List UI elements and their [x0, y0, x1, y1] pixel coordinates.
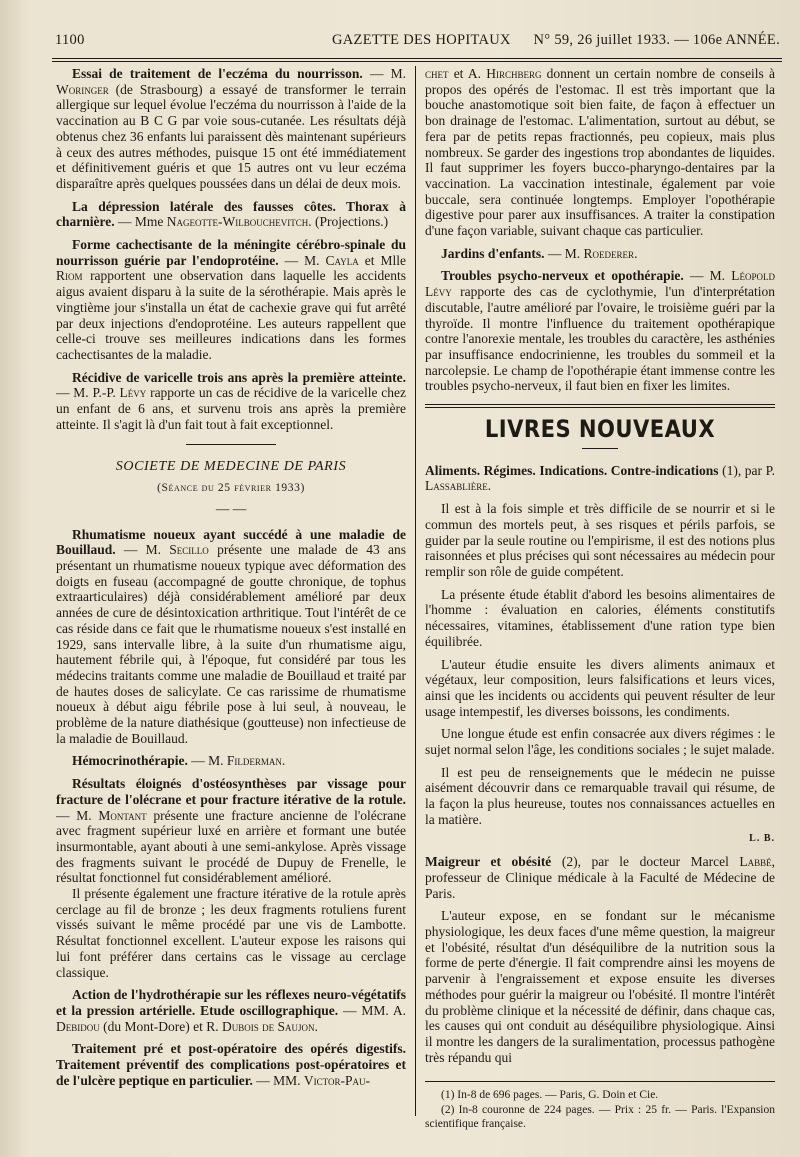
footnote-2: (2) In-8 couronne de 224 pages. — Prix : 25 fr. — Paris. l'Expansion scientifique française.: [425, 1104, 775, 1131]
page-header: [50, 30, 780, 56]
header-rule-bottom: [52, 61, 782, 62]
book-aliments-p4: Une longue étude est enfin consacrée aux divers régimes : le sujet normal selon l'âge, les conditions sociales ; le sujet malade.: [425, 726, 775, 758]
article-hydrotherapie: Action de l'hydrothérapie sur les réflexes neuro-végétatifs et la pression artérielle. Etude oscillographique. — MM. A. Debidou (du Mont-Dore) et R. Dubois de Saujon.: [56, 987, 406, 1034]
article-troubles-psycho: Troubles psycho-nerveux et opothérapie. — M. Léopold Lévy rapporte des cas de cyclothymie, l'un d'interprétation discutable, l'autre amélioré par l'ovaire, le troisième guéri par la thyroïde. Il montre l'influence du traitement opothérapique contre l'anorexie mentale, les troubles du caractère, les asthénies par insuffisance endocrinienne, les troubles du sommeil et la narcolepsie. Le champ de l'opothérapie étant immense contre les troubles psycho-nerveux, il faut bien en fixer les limites.: [425, 268, 775, 394]
journal-title: GAZETTE DES HOPITAUX: [332, 32, 511, 48]
article-jardins: Jardins d'enfants. — M. Roederer.: [441, 245, 638, 261]
left-column: [56, 66, 406, 1095]
footnotes: [425, 1081, 775, 1131]
article-thorax: La dépression latérale des fausses côtes. Thorax à charnière. — Mme Nageotte-Wilbouchevitch. (Projections.): [56, 198, 406, 230]
livres-nouveaux-title: LIVRES NOUVEAUX: [484, 415, 716, 444]
book-maigreur-heading: Maigreur et obésité (2), par le docteur Marcel Labbé, professeur de Clinique médicale à la Faculté de Médecine de Paris.: [425, 854, 775, 901]
article-operes-digestifs: Traitement pré et post-opératoire des opérés digestifs. Traitement préventif des complications post-opératoires et de l'ulcère peptique en particulier. — MM. Victor-Pau-: [56, 1041, 406, 1088]
book-aliments-p3: L'auteur étudie ensuite les divers aliments animaux et végétaux, leur composition, leurs falsifications et leurs vices, ainsi que les incidents ou accidents qui peuvent résulter de leur usage intempestif, les diverses boissons, les condiments.: [425, 656, 775, 719]
article-meningite: Forme cachectisante de la méningite cérébro-spinale du nourrisson guérie par l'endoprotéine. — M. Cayla et Mlle Riom rapportent une observation dans laquelle les accidents aigus avaient disparu à la suite de la sérothérapie. Mais après le vingtième jour s'installa un état de cachexie grave qui fut arrêté par deux injections d'endoprotéine. Les auteurs rappellent que celle-ci trouve ses meilleures indications dans les formes cachectisantes de la maladie.: [56, 237, 406, 362]
society-session: (Séance du 25 février 1933): [157, 482, 305, 495]
livres-rule: [425, 404, 775, 408]
section-divider: [186, 444, 276, 445]
book-aliments-heading: Aliments. Régimes. Indications. Contre-indications (1), par P. Lassablière.: [425, 462, 775, 494]
header-rule-top: [52, 58, 782, 59]
book-aliments-p5: Il est peu de renseignements que le médecin ne puisse aisément découvrir dans ce remarquable travail qui résume, de la façon la plus heureuse, toutes nos connaissances actuelles en la matière.: [425, 764, 775, 827]
footnote-1: (1) In-8 de 696 pages. — Paris, G. Doin et Cie.: [441, 1089, 659, 1102]
article-varicelle: Récidive de varicelle trois ans après la première atteinte. — M. P.-P. Lévy rapporte un cas de récidive de la varicelle chez un enfant de 6 ans, et survenu trois ans après la première atteinte. Il s'agit là d'un fait tout à fait exceptionnel.: [56, 369, 406, 432]
article-osteosynthese-cont: Il présente également une fracture itérative de la rotule après cerclage au fil de bronze ; les deux fragments rotuliens furent vissés suivant le même procédé par une vis de Lambotte. Résultat fonctionnel excellent. L'auteur expose les raisons qui lui font préférer dans certains cas le vissage au cerclage classique.: [56, 886, 406, 980]
livres-short-rule: [582, 448, 618, 449]
article-eczema: Essai de traitement de l'eczéma du nourrisson. — M. Woringer (de Strasbourg) a essayé de transformer le terrain allergique sur lequel évolue l'eczéma du nourrisson à l'aide de la vaccination au B C G par voie sous-cutanée. Les résultats déjà obtenus chez 36 enfants lui paraissent dès maintenant supérieurs à ceux des autres méthodes, puisque 15 ont été immédiatement et définitivement guéris et que 15 autres ont vu leur eczéma disparaître après quelques poussées dans un délai de deux mois.: [56, 66, 406, 191]
article-operes-digestifs-cont: chet et A. Hirchberg donnent un certain nombre de conseils à propos des opérés de l'estomac. Il est très important que la bouche anastomotique soit bien faite, de façon à effectuer un bon drainage de l'estomac. L'alimentation, surtout au début, se fera par de petits repas fractionnés, peu copieux, mais plus nombreux. Se garder des ingestions trop abondantes de liquides. Il faut supprimer les foyers bucco-pharyngo-dentaires par la vaccination. La vaccination intestinale, également par voie buccale, sera continuée longtemps. Employer l'opothérapie digestive pour parer aux insuffisances. A traiter la constipation d'une façon variable, suivant chaque cas particulier.: [425, 66, 775, 239]
society-title: SOCIETE DE MEDECINE DE PARIS: [115, 459, 347, 475]
book-aliments-p2: La présente étude établit d'abord les besoins alimentaires de l'homme : évaluation en calories, éléments constitutifs nécessaires, vitamines, établissement d'une ration type bien équilibrée.: [425, 586, 775, 649]
book-aliments-signature: L. B.: [749, 832, 775, 844]
article-rhumatisme: Rhumatisme noueux ayant succédé à une maladie de Bouillaud. — M. Secillo présente une malade de 43 ans présentant un rhumatisme noueux typique avec déformation des doigts en fuseau (accompagné de goutte chronique, de tophus extraarticulaires) déjà considérablement amélioré par deux années de cure de désintoxication arthritique. Tout l'intérêt de ce cas réside dans ce fait que le rhumatisme noueux s'est installé en 1929, sans intervalle libre, à la suite d'un rhumatisme aigu, hautement fébrile qui, à l'époque, fut considéré par tous les médecins traitants comme une maladie de Bouillaud et traité par de hautes doses de salicylate. Ce cas rarissime de rhumatisme noueux à début aigu fébrile pose à lui seul, à nouveau, le problème de la nature diathésique (goutteuse) non infectieuse de la maladie de Bouillaud.: [56, 526, 406, 746]
society-dash: — —: [215, 500, 247, 516]
article-osteosynthese: Résultats éloignés d'ostéosynthèses par vissage pour fracture de l'olécrane et pour fracture itérative de la rotule. — M. Montant présente une fracture ancienne de l'olécrane avec fragment supérieur luxé en arrière et formant une butée insurmontable, ayant abouti à une semi-ankylose. Après vissage des fragments suivant le procédé de Dupuy de Frenelle, le résultat fonctionnel fut considérablement amélioré.: [56, 776, 406, 886]
issue-line: N° 59, 26 juillet 1933. — 106e ANNÉE.: [533, 32, 780, 48]
page-number: 1100: [55, 32, 85, 48]
right-column: [425, 66, 775, 1132]
book-aliments-p1: Il est à la fois simple et très difficile de se nourrir et si le commun des mortels peut, à ses risques et périls parfois, se guider par la seule routine ou l'empirisme, il est des notions plus raisonnées et plus précises qui sont nécessaires au médecin pour remplir son rôle de guide compétent.: [425, 501, 775, 579]
article-hemocrinotherapie: Hémocrinothérapie. — M. Filderman.: [72, 753, 286, 769]
book-maigreur-p1: L'auteur expose, en se fondant sur le mécanisme physiologique, les deux faces d'une même question, la maigreur et l'obésité, résultat d'un déséquilibre de la nutrition sous la forme de perte d'énergie. Il fait comprendre ainsi les moyens de parvenir à l'engraissement et expose ensuite les diverses méthodes pour guérir la maigreur ou l'obésité. Il montre l'intérêt du problème clinique et la nécessité de définir, dans chaque cas, les causes qui ont conduit au déséquilibre physiologique. Ainsi il montre les dangers de la suralimentation, processus pathogène très répandu qui: [425, 908, 775, 1065]
column-divider: [415, 66, 416, 1116]
